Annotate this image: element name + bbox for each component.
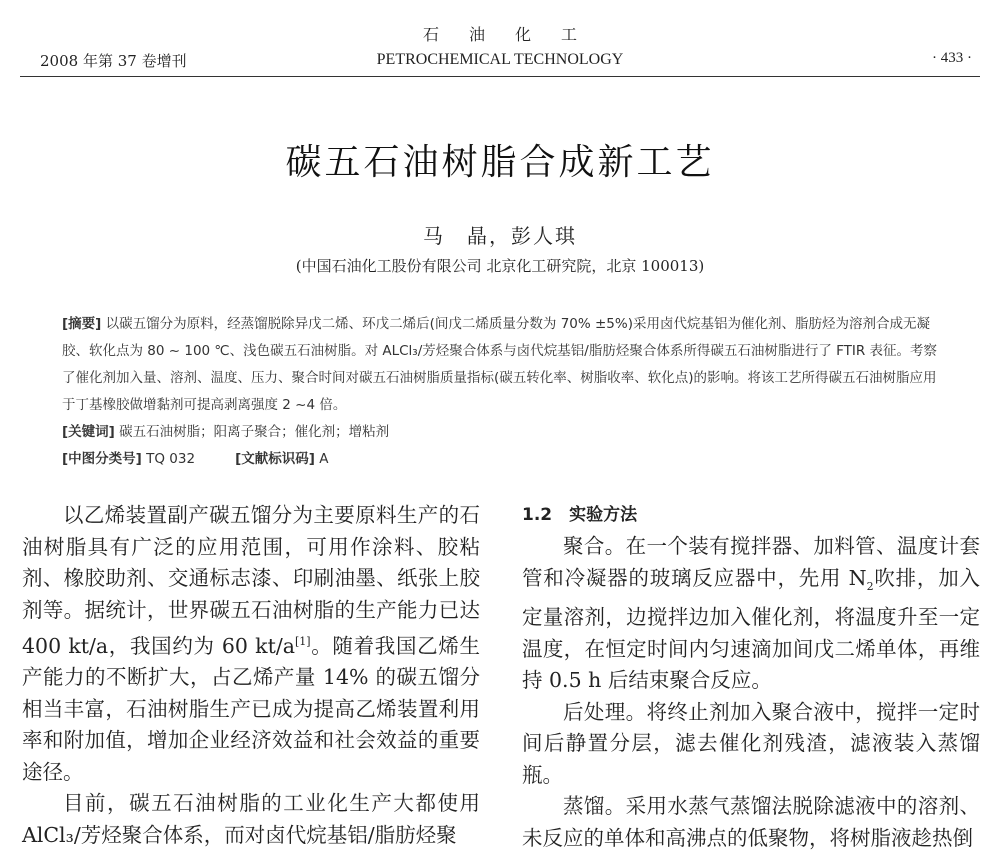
doc-code-value: A <box>319 451 329 467</box>
paragraph: 后处理。将终止剂加入聚合液中，搅拌一定时间后静置分层，滤去催化剂残渣，滤液装入蒸馏瓶。 <box>522 699 980 787</box>
subscript: 2 <box>866 579 874 593</box>
right-column <box>522 500 980 854</box>
page-number: · 433 · <box>932 50 972 66</box>
section-heading: 1.2 实验方法 <box>522 505 638 525</box>
journal-header <box>0 22 1000 69</box>
paragraph: 蒸馏。采用水蒸气蒸馏法脱除滤液中的溶剂、未反应的单体和高沸点的低聚物，将树脂液趁热倒 <box>522 794 980 850</box>
keywords-label: [关键词] <box>62 424 115 440</box>
header-rule <box>20 76 980 77</box>
clc-label: [中图分类号] <box>62 451 142 467</box>
classification <box>62 446 942 473</box>
paragraph <box>522 531 980 697</box>
authors: 马 晶，彭人琪 <box>423 224 577 248</box>
keywords-text: 碳五石油树脂；阳离子聚合；催化剂；增粘剂 <box>119 424 390 440</box>
paper-title: 碳五石油树脂合成新工艺 <box>285 142 715 183</box>
citation[interactable]: [1] <box>294 635 311 648</box>
clc-value: TQ 032 <box>146 451 196 467</box>
paragraph-text: 吹排，加入定量溶剂，边搅拌边加入催化剂，将温度升至一定温度，在恒定时间内匀速滴加间戊二烯单体，再维持 0.5 h 后结束聚合反应。 <box>522 565 981 693</box>
paragraph-text: 以乙烯装置副产碳五馏分为主要原料生产的石油树脂具有广泛的应用范围，可用作涂料、胶粘剂、橡胶助剂、交通标志漆、印刷油墨、纸张上胶剂等。据统计，世界碳五石油树脂的生产能力已达 400 kt/a，我国约为 60 kt/a <box>22 503 480 658</box>
abstract-block <box>62 311 942 473</box>
affiliation: (中国石油化工股份有限公司 北京化工研究院，北京 100013) <box>295 257 705 275</box>
journal-name-cn: 石油化工 <box>422 25 607 44</box>
paragraph <box>22 500 480 788</box>
abstract <box>62 311 942 419</box>
left-column <box>22 500 480 851</box>
abstract-label: [摘要] <box>62 316 102 332</box>
issue-info: 2008 年第 37 卷增刊 <box>40 52 187 70</box>
paragraph: 目前，碳五石油树脂的工业化生产大都使用 AlCl₃/芳烃聚合体系，而对卤代烷基铝/脂肪烃聚 <box>22 791 480 847</box>
keywords <box>62 419 942 446</box>
journal-name-en: PETROCHEMICAL TECHNOLOGY <box>376 51 624 68</box>
doc-code-label: [文献标识码] <box>235 451 315 467</box>
paragraph-text: 聚合。在一个装有搅拌器、加料管、温度计套管和冷凝器的玻璃反应器中，先用 N <box>522 534 980 590</box>
abstract-text: 以碳五馏分为原料，经蒸馏脱除异戊二烯、环戊二烯后(间戊二烯质量分数为 70% ±5%)采用卤代烷基铝为催化剂、脂肪烃为溶剂合成无凝胶、软化点为 80 ~ 100 ℃、浅色碳五石油树脂。对 ALCl₃/芳烃聚合体系与卤代烷基铝/脂肪烃聚合体系所得碳五石油树脂进行了 FTIR 表征。考察了催化剂加入量、溶剂、温度、压力、聚合时间对碳五石油树脂质量指标(碳五转化率、树脂收率、软化点)的影响。将该工艺所得碳五石油树脂应用于丁基橡胶做增黏剂可提高剥离强度 2 ~4 倍。 <box>62 316 938 413</box>
paragraph-text: 。随着我国乙烯生产能力的不断扩大，占乙烯产量 14% 的碳五馏分相当丰富，石油树脂生产已成为提高乙烯装置利用率和附加值，增加企业经济效益和社会效益的重要途径。 <box>22 633 481 784</box>
